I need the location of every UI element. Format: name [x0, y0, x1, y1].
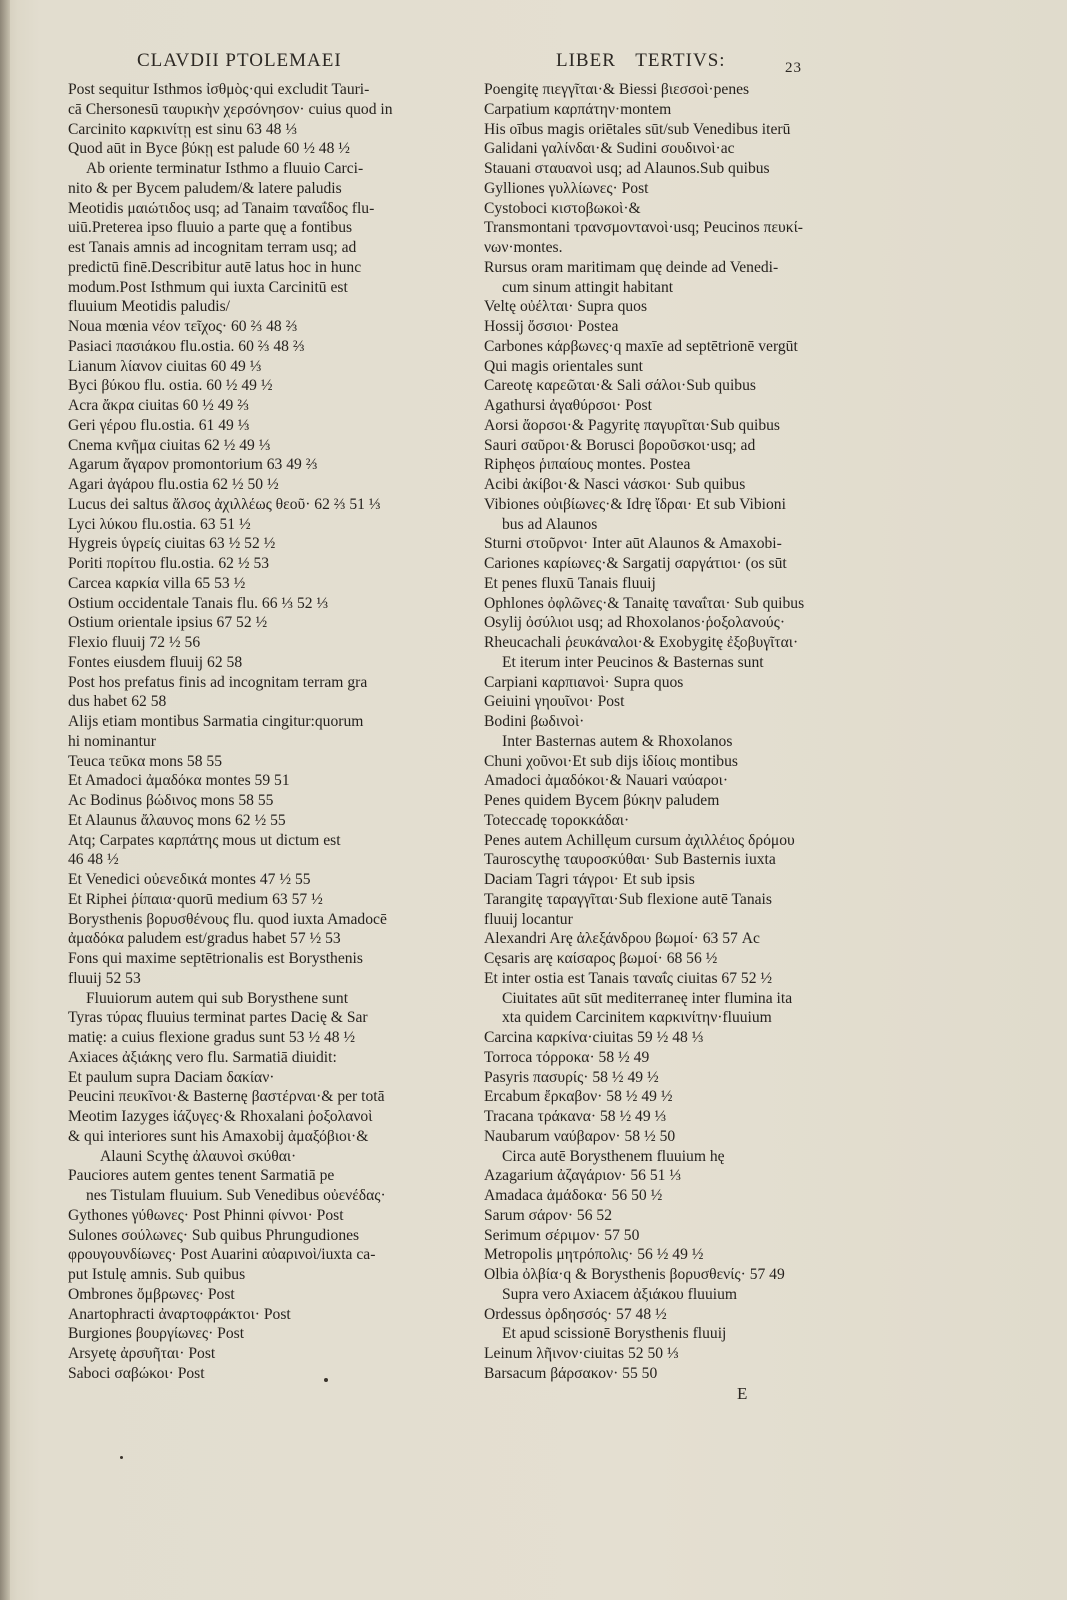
text-line: Alauni Scythę ἀλαυνοὶ σκύθαι·: [100, 1147, 297, 1165]
text-line: Daciam Tagri τάγροι· Et sub ipsis: [484, 871, 695, 888]
text-line: Barsacum βάρσακον· 55 50: [484, 1364, 658, 1382]
text-line: Ophlones ὀφλῶνες·& Tanaitę ταναΐται· Sub quibus: [484, 594, 805, 612]
text-line: Fons qui maxime septētrionalis est Borysthenis: [68, 950, 363, 967]
text-line: Bodini βωδινοὶ·: [484, 713, 585, 730]
text-line: Olbia ὀλβία·q & Borysthenis βορυσθενίς· 57 49: [484, 1266, 785, 1283]
text-line: Quod aūt in Byce βύκῃ est palude 60 ½ 48 ½: [68, 140, 350, 158]
text-line: Sulones σούλωνες· Sub quibus Phrungudiones: [68, 1226, 360, 1244]
text-line: Agarum ἄγαρον promontorium 63 49 ⅔: [68, 456, 318, 474]
text-line: Inter Basternas autem & Rhoxolanos: [502, 732, 733, 750]
text-line: Carcina καρκίνα·ciuitas 59 ½ 48 ⅓: [484, 1029, 704, 1046]
text-line: Pasyris πασυρίς· 58 ½ 49 ½: [484, 1068, 659, 1086]
text-line: Transmontani τρανσμοντανοὶ·usq; Peucinos πευκί-: [484, 219, 804, 237]
text-line: Fontes eiusdem fluuij 62 58: [68, 653, 243, 671]
folio-number: 23: [785, 60, 802, 76]
text-line: Gylliones γυλλίωνες· Post: [484, 179, 649, 197]
text-line: Carbones κάρβωνες·q maxīe ad septētrionē vergūt: [484, 337, 798, 355]
text-line: ἀμαδόκα paludem est/gradus habet 57 ½ 53: [68, 930, 341, 948]
text-line: Ostium occidentale Tanais flu. 66 ⅓ 52 ⅓: [68, 594, 329, 612]
text-line: Ombrones ὄμβρωνες· Post: [68, 1285, 235, 1303]
text-line: fluuium Meotidis paludis/: [68, 298, 230, 316]
text-line: Carcea καρκία villa 65 53 ½: [68, 574, 246, 592]
text-line: fluuij locantur: [484, 910, 573, 928]
text-line: matię: a cuius flexione gradus sunt 53 ½ 48 ½: [68, 1029, 356, 1046]
text-line: Ercabum ἔρκαβον· 58 ½ 49 ½: [484, 1088, 673, 1106]
text-line: xta quidem Carcinitem καρκινίτην·fluuium: [502, 1009, 772, 1027]
text-line: Peucini πευκῖνοι·& Basternę βαστέρναι·& per totā: [68, 1088, 385, 1106]
text-line: Torroca τόρροκα· 58 ½ 49: [484, 1048, 650, 1066]
text-line: Ciuitates aūt sūt mediterraneę inter flumina ita: [502, 989, 793, 1007]
running-head-left: CLAVDII PTOLEMAEI: [137, 50, 342, 71]
text-line: Flexio fluuij 72 ½ 56: [68, 634, 201, 651]
text-line: Sarum σάρον· 56 52: [484, 1206, 612, 1224]
text-line: Azagarium ἀζαγάριον· 56 51 ⅓: [484, 1167, 682, 1185]
text-line: Serimum σέριμον· 57 50: [484, 1226, 640, 1244]
ink-speck: [324, 1378, 328, 1382]
text-line: Meotim Iazyges ἰάζυγες·& Rhoxalani ῥοξολανοὶ: [68, 1108, 373, 1125]
text-line: modum.Post Isthmum qui iuxta Carcinitū est: [68, 278, 348, 296]
text-line: & qui interiores sunt his Amaxobij ἀμαξόβιοι·&: [68, 1127, 369, 1145]
text-line: Anartophracti ἀναρτοφράκτοι· Post: [68, 1305, 291, 1323]
text-line: Alijs etiam montibus Sarmatia cingitur:quorum: [68, 713, 364, 730]
text-line: Et inter ostia est Tanais ταναΐς ciuitas 67 52 ½: [484, 969, 773, 987]
text-line: Et paulum supra Daciam δακίαν·: [68, 1068, 275, 1086]
text-line: Stauani σταυανοὶ usq; ad Alaunos.Sub quibus: [484, 160, 770, 177]
text-line: Poengitę πιεγγῖται·& Biessi βιεσσοὶ·penes: [484, 81, 750, 98]
text-line: Penes quidem Bycem βύκην paludem: [484, 792, 720, 809]
text-line: Acra ἄκρα ciuitas 60 ½ 49 ⅔: [68, 397, 249, 414]
text-line: Amadaca ἀμάδοκα· 56 50 ½: [484, 1187, 663, 1204]
running-head-right: LIBER TERTIVS:: [556, 50, 726, 71]
text-line: Atq; Carpates καρπάτης mous ut dictum est: [68, 831, 341, 849]
text-line: Cnema κνῆμα ciuitas 62 ½ 49 ⅓: [68, 436, 271, 454]
text-line: Burgiones βουργίωνες· Post: [68, 1325, 245, 1343]
text-line: Ordessus ὀρδησσός· 57 48 ½: [484, 1305, 667, 1323]
text-line: Meotidis μαιώτιδος usq; ad Tanaim ταναΐδος flu-: [68, 199, 375, 217]
text-line: Hygreis ὑγρείς ciuitas 63 ½ 52 ½: [68, 535, 276, 553]
book-gutter: [0, 0, 10, 1600]
text-line: Riphęos ῥιπαίους montes. Postea: [484, 456, 691, 474]
text-line: fluuij 52 53: [68, 969, 141, 987]
text-line: Acibi ἀκίβοι·& Nasci νάσκοι· Sub quibus: [484, 476, 746, 493]
text-line: bus ad Alaunos: [502, 515, 598, 533]
text-line: predictū finē.Describitur autē latus hoc in hunc: [68, 258, 362, 276]
text-line: Post sequitur Isthmos ἰσθμὸς·qui excludit Tauri-: [68, 81, 370, 98]
text-line: Naubarum ναύβαρον· 58 ½ 50: [484, 1127, 676, 1145]
text-line: hi nominantur: [68, 732, 156, 750]
text-line: Tracana τράκανα· 58 ½ 49 ⅓: [484, 1108, 667, 1125]
text-line: Saboci σαβώκοι· Post: [68, 1364, 205, 1382]
text-line: Lyci λύκου flu.ostia. 63 51 ½: [68, 515, 251, 533]
text-line: Et Amadoci ἀμαδόκα montes 59 51: [68, 772, 290, 790]
text-line: Amadoci ἀμαδόκοι·& Nauari ναύαροι·: [484, 772, 729, 790]
text-line: Supra vero Axiacem ἀξιάκου fluuium: [502, 1285, 738, 1303]
text-line: put Istulę amnis. Sub quibus: [68, 1266, 246, 1283]
text-line: Toteccadę τοροκκάδαι·: [484, 811, 630, 829]
text-line: Post hos prefatus finis ad incognitam terram gra: [68, 673, 368, 691]
text-line: Ostium orientale ipsius 67 52 ½: [68, 614, 268, 632]
text-line: nes Tistulam fluuium. Sub Venedibus οὐενέδας·: [86, 1187, 386, 1204]
text-line: Vibiones οὐιβίωνες·& Idrę ἴδραι· Et sub Vibioni: [484, 495, 786, 513]
text-line: Cystoboci κιστοβωκοὶ·&: [484, 199, 641, 217]
text-line: Alexandri Arę ἀλεξάνδρου βωμοί· 63 57 Ac: [484, 930, 760, 948]
text-line: Et iterum inter Peucinos & Basternas sunt: [502, 653, 764, 671]
text-line: dus habet 62 58: [68, 693, 167, 711]
text-line: Penes autem Achillęum cursum ἀχιλλέιος δρόμου: [484, 831, 795, 849]
text-line: Rursus oram maritimam quę deinde ad Venedi-: [484, 258, 779, 276]
text-line: est Tanais amnis ad incognitam terram usq; ad: [68, 239, 357, 256]
text-line: Arsyetę ἀρσυῆται· Post: [68, 1345, 216, 1362]
text-line: nito & per Bycem paludem/& latere paludis: [68, 179, 342, 197]
text-line: Gythones γύθωνες· Post Phinni φίννοι· Post: [68, 1206, 344, 1224]
text-line: Veltę οὐέλται· Supra quos: [484, 298, 648, 316]
text-line: Tauroscythę ταυροσκύθαι· Sub Basternis iuxta: [484, 851, 776, 869]
text-line: Lianum λίανον ciuitas 60 49 ⅓: [68, 357, 262, 375]
text-line: cum sinum attingit habitant: [502, 278, 674, 296]
text-line: Teuca τεῦκα mons 58 55: [68, 752, 222, 770]
text-line: Fluuiorum autem qui sub Borysthene sunt: [86, 989, 349, 1007]
text-line: Et Alaunus ἄλαυνος mons 62 ½ 55: [68, 811, 286, 829]
text-line: Et apud scissionē Borysthenis fluuij: [502, 1325, 727, 1343]
text-line: Pauciores autem gentes tenent Sarmatiā pe: [68, 1167, 335, 1185]
text-line: Geri γέρου flu.ostia. 61 49 ⅓: [68, 416, 250, 434]
text-line: Et Riphei ῥίπαια·quorū medium 63 57 ½: [68, 890, 323, 908]
right-text-column: [484, 80, 824, 1384]
text-line: Careotę καρεῶται·& Sali σάλοι·Sub quibus: [484, 377, 756, 395]
ink-speck: [120, 1456, 123, 1459]
text-line: φρουγουνδίωνες· Post Auarini αὐαρινοὶ/iuxta ca-: [68, 1246, 376, 1264]
text-line: Byci βύκου flu. ostia. 60 ½ 49 ½: [68, 377, 273, 395]
text-line: Noua mœnia νέον τεῖχος· 60 ⅔ 48 ⅔: [68, 318, 298, 335]
text-line: Tyras τύρας fluuius terminat partes Dacię & Sar: [68, 1009, 368, 1027]
text-line: Cęsaris arę καίσαρος βωμοί· 68 56 ½: [484, 950, 718, 967]
text-line: uiū.Preterea ipso fluuio a parte quę a fontibus: [68, 219, 353, 237]
text-line: Leinum λῆινον·ciuitas 52 50 ⅓: [484, 1345, 679, 1362]
text-line: Agari ἀγάρου flu.ostia 62 ½ 50 ½: [68, 476, 279, 493]
text-line: Pasiaci πασιάκου flu.ostia. 60 ⅔ 48 ⅔: [68, 337, 305, 355]
text-line: Lucus dei saltus ἄλσος ἀχιλλέως θεοῦ· 62 ⅔ 51 ⅓: [68, 495, 381, 513]
text-line: Carpatium καρπάτην·montem: [484, 100, 672, 118]
text-line: Ac Bodinus βώδινος mons 58 55: [68, 792, 274, 809]
signature-mark: E: [737, 1384, 748, 1403]
text-line: Sauri σαῦροι·& Borusci βοροῦσκοι·usq; ad: [484, 436, 756, 454]
text-line: Cariones καρίωνες·& Sargatij σαργάτιοι· (os sūt: [484, 555, 787, 572]
text-line: 46 48 ½: [68, 851, 119, 869]
text-line: Poriti πορίτου flu.ostia. 62 ½ 53: [68, 555, 270, 572]
text-line: Osylij ὀσύλιοι usq; ad Rhoxolanos·ῥοξολανούς·: [484, 614, 786, 632]
text-line: Ab oriente terminatur Isthmo a fluuio Carci-: [86, 160, 364, 177]
text-line: Borysthenis βορυσθένους flu. quod iuxta Amadocē: [68, 910, 387, 928]
text-line: Circa autē Borysthenem fluuium hę: [502, 1147, 725, 1165]
text-line: Metropolis μητρόπολις· 56 ½ 49 ½: [484, 1246, 704, 1264]
text-line: Carpiani καρπιανοὶ· Supra quos: [484, 673, 684, 691]
text-line: Tarangitę ταραγγῖται·Sub flexione autē Tanais: [484, 890, 772, 908]
text-line: cā Chersonesū ταυρικὴν χερσόνησον· cuius quod in: [68, 100, 393, 118]
left-text-column: [68, 80, 418, 1384]
text-line: Agathursi ἀγαθύρσοι· Post: [484, 397, 652, 414]
text-line: Chuni χοῦνοι·Et sub dijs ἰδίοις montibus: [484, 752, 738, 770]
text-line: Qui magis orientales sunt: [484, 357, 643, 375]
text-line: νων·montes.: [484, 239, 563, 256]
text-line: Sturni στοῦρνοι· Inter aūt Alaunos & Amaxobi-: [484, 535, 782, 553]
text-line: Geiuini γηουῖνοι· Post: [484, 693, 625, 711]
text-line: Carcinito καρκινίτῃ est sinu 63 48 ⅓: [68, 120, 298, 138]
text-line: Et Venedici οὐενεδικά montes 47 ½ 55: [68, 871, 311, 888]
text-line: Galidani γαλίνδαι·& Sudini σουδινοὶ·ac: [484, 140, 735, 158]
text-line: Et penes fluxū Tanais fluuij: [484, 574, 656, 592]
text-line: Aorsi ἄορσοι·& Pagyritę παγυρῖται·Sub quibus: [484, 416, 780, 434]
text-line: Axiaces ἀξιάκης vero flu. Sarmatiā diuidit:: [68, 1048, 337, 1066]
text-line: Rheucachali ῥευκάναλοι·& Exobygitę ἐξοβυγῖται·: [484, 634, 799, 651]
text-line: His oībus magis oriētales sūt/sub Venedibus iterū: [484, 120, 791, 138]
text-line: Hossij ὄσσιοι· Postea: [484, 318, 619, 335]
